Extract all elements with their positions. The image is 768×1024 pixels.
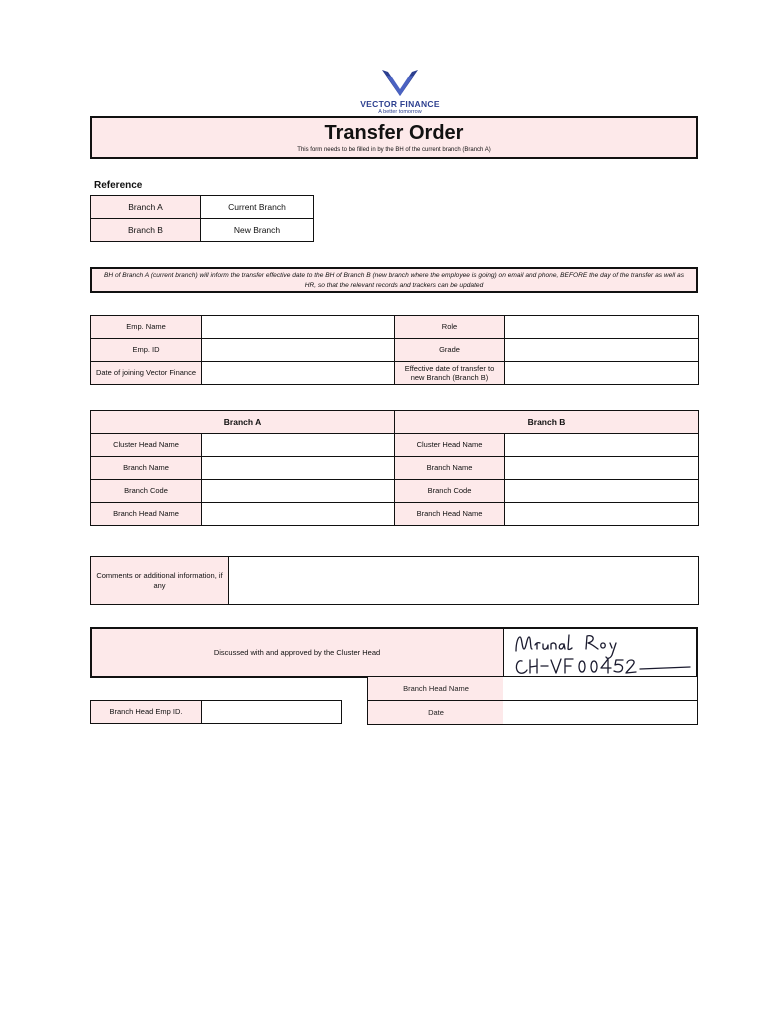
form-subtitle: This form needs to be filled in by the BH of the current branch (Branch A): [297, 147, 491, 153]
employee-table: [90, 315, 699, 385]
branch-head-name-label: Branch Head Name: [367, 677, 505, 701]
doj-label: Date of joining Vector Finance: [91, 362, 202, 385]
table-row: [91, 480, 699, 503]
branch-b-cluster-head-field[interactable]: [505, 434, 699, 457]
signature-box[interactable]: [503, 627, 698, 678]
branch-b-head-field[interactable]: [505, 503, 699, 526]
signature: [508, 631, 693, 677]
date-label: Date: [367, 700, 505, 725]
reference-key: Branch B: [91, 219, 201, 242]
branch-b-code-label: Branch Code: [395, 480, 505, 503]
branch-a-head-label: Branch Head Name: [91, 503, 202, 526]
table-row: [91, 503, 699, 526]
reference-table: [90, 195, 314, 242]
logo-name: VECTOR FINANCE: [360, 99, 440, 109]
branch-b-name-label: Branch Name: [395, 457, 505, 480]
approval-text: Discussed with and approved by the Cluster Head: [213, 648, 381, 657]
effective-date-label: Effective date of transfer to new Branch (Branch B): [395, 362, 505, 385]
table-row: [91, 219, 314, 242]
emp-id-label: Emp. ID: [91, 339, 202, 362]
date-field[interactable]: [503, 700, 698, 725]
reference-key: Branch A: [91, 196, 201, 219]
form-header: [90, 116, 698, 159]
instruction-note: BH of Branch A (current branch) will inform the transfer effective date to the BH of Branch B (new branch where the employee is going) on email and phone, BEFORE the day of the transfer as well as HR, so that the relevant records and trackers can be updated: [90, 267, 698, 293]
doj-field[interactable]: [202, 362, 395, 385]
table-row: [91, 316, 699, 339]
branch-head-empid-label: Branch Head Emp ID.: [91, 701, 202, 724]
branch-head-empid-field[interactable]: [202, 701, 342, 724]
role-label: Role: [395, 316, 505, 339]
effective-date-field[interactable]: [505, 362, 699, 385]
reference-label: Reference: [94, 180, 143, 191]
table-row: [91, 557, 699, 605]
emp-name-label: Emp. Name: [91, 316, 202, 339]
branch-head-name-field[interactable]: [503, 677, 698, 701]
grade-field[interactable]: [505, 339, 699, 362]
grade-label: Grade: [395, 339, 505, 362]
branch-b-code-field[interactable]: [505, 480, 699, 503]
branch-a-header: Branch A: [91, 411, 395, 434]
emp-name-field[interactable]: [202, 316, 395, 339]
branch-b-header: Branch B: [395, 411, 699, 434]
branch-b-head-label: Branch Head Name: [395, 503, 505, 526]
logo-tagline: A better tomorrow: [378, 109, 422, 115]
table-row: [91, 339, 699, 362]
branch-b-name-field[interactable]: [505, 457, 699, 480]
role-field[interactable]: [505, 316, 699, 339]
table-row: [91, 434, 699, 457]
vector-finance-logo: [340, 68, 460, 118]
branch-a-cluster-head-label: Cluster Head Name: [91, 434, 202, 457]
reference-value: Current Branch: [201, 196, 314, 219]
branch-a-code-label: Branch Code: [91, 480, 202, 503]
table-row: [91, 196, 314, 219]
table-row: [91, 411, 699, 434]
branch-a-name-label: Branch Name: [91, 457, 202, 480]
emp-id-field[interactable]: [202, 339, 395, 362]
branch-table: [90, 410, 699, 526]
wings-icon: [378, 68, 422, 98]
reference-value: New Branch: [201, 219, 314, 242]
branch-a-code-field[interactable]: [202, 480, 395, 503]
table-row: [91, 457, 699, 480]
branch-a-name-field[interactable]: [202, 457, 395, 480]
comments-label: Comments or additional information, if any: [91, 557, 229, 605]
branch-b-cluster-head-label: Cluster Head Name: [395, 434, 505, 457]
branch-head-empid-table: [90, 700, 342, 724]
table-row: [91, 701, 342, 724]
table-row: [91, 362, 699, 385]
form-title: Transfer Order: [324, 122, 464, 144]
comments-table: [90, 556, 699, 605]
branch-a-cluster-head-field[interactable]: [202, 434, 395, 457]
comments-field[interactable]: [229, 557, 699, 605]
branch-a-head-field[interactable]: [202, 503, 395, 526]
